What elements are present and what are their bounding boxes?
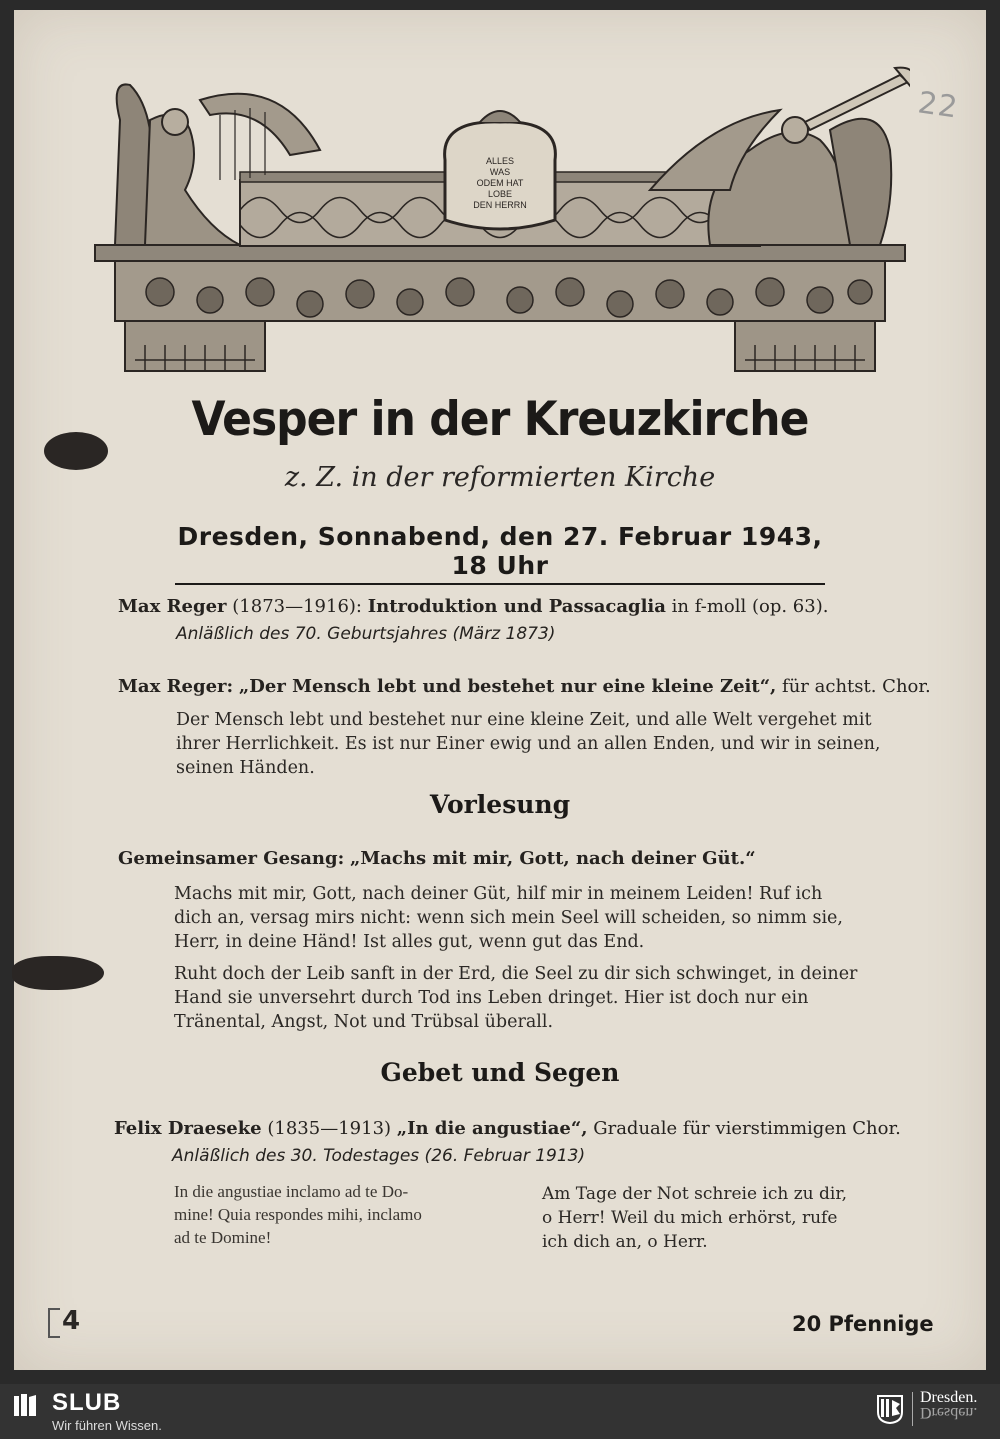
text-line: mine! Quia respondes mihi, inclamo xyxy=(174,1205,422,1224)
program-item-reger-passacaglia xyxy=(118,596,828,617)
page-number-bracket xyxy=(48,1308,60,1338)
cartouche-line: WAS xyxy=(489,167,511,177)
text-line: ad te Domine! xyxy=(174,1228,272,1247)
composer-name: Max Reger xyxy=(118,596,227,617)
chorus-text xyxy=(176,708,882,780)
work-title: „In die angustiae“, xyxy=(396,1118,588,1139)
page-subtitle: z. Z. in der reformierten Kirche xyxy=(284,462,716,493)
work-title: Introduktion und Passacaglia xyxy=(367,596,666,617)
city-name-reflection: Dresden. xyxy=(920,1404,978,1421)
hymn-verse-2 xyxy=(174,962,880,1034)
cartouche-inscription xyxy=(460,156,540,211)
program-item-draeseke xyxy=(114,1118,901,1139)
text-line: In die angustiae inclamo ad te Do- xyxy=(174,1182,409,1201)
text-line: Machs mit mir, Gott, nach deiner Güt, hilf mir in meinem Leiden! Ruf ich xyxy=(174,884,823,904)
page-number xyxy=(52,1306,80,1336)
cartouche-line: LOBE xyxy=(487,189,512,199)
latin-text xyxy=(174,1180,514,1249)
hymn-verse-1 xyxy=(174,882,880,954)
composer-name: Max Reger: xyxy=(118,676,234,697)
work-detail: für achtst. Chor. xyxy=(776,676,931,697)
slub-book-icon xyxy=(12,1392,38,1418)
text-line: Der Mensch lebt und bestehet nur eine kleine Zeit, und alle Welt vergehet mit xyxy=(176,710,872,730)
page-title: Vesper in der Kreuzkirche xyxy=(191,391,809,448)
text-line: Tränental, Angst, Not und Trübsal überall. xyxy=(174,1012,554,1032)
organ-loft-engraving xyxy=(90,60,910,395)
work-detail: Graduale für vierstimmigen Chor. xyxy=(587,1118,901,1139)
city-name: Dresden. xyxy=(920,1389,978,1406)
cartouche-line: DEN HERRN xyxy=(473,200,527,210)
composer-years: (1835—1913) xyxy=(267,1118,392,1139)
text-line: Am Tage der Not schreie ich zu dir, xyxy=(542,1184,848,1204)
section-heading-vorlesung: Vorlesung xyxy=(429,790,571,819)
text-line: ihrer Herrlichkeit. Es ist nur Einer ewig und an allen Enden, und wir in seinen, xyxy=(176,734,881,754)
text-line: Hand sie unversehrt durch Tod ins Leben dringet. Hier ist doch nur ein xyxy=(174,988,809,1008)
work-title: „Der Mensch lebt und bestehet nur eine kleine Zeit“, xyxy=(238,676,777,697)
cartouche-line: ALLES xyxy=(485,156,515,166)
text-line: ich dich an, o Herr. xyxy=(542,1232,708,1252)
program-item-reger-chorus xyxy=(118,676,931,697)
cartouche-line: ODEM HAT xyxy=(476,178,524,188)
city-logo-text xyxy=(920,1390,977,1420)
footer-separator xyxy=(912,1392,913,1426)
dateline: Dresden, Sonnabend, den 27. Februar 1943, 18 Uhr xyxy=(175,522,825,585)
text-line: o Herr! Weil du mich erhörst, rufe xyxy=(542,1208,838,1228)
page-number-value: 4 xyxy=(62,1306,81,1336)
section-heading-gebet: Gebet und Segen xyxy=(380,1058,620,1087)
german-translation xyxy=(542,1182,882,1254)
handwritten-number: 22 xyxy=(915,85,961,126)
composer-years: (1873—1916): xyxy=(232,596,362,617)
program-item-hymn xyxy=(118,848,756,869)
work-detail: in f-moll (op. 63). xyxy=(665,596,829,617)
library-name: SLUB xyxy=(52,1389,122,1416)
anniversary-note: Anläßlich des 70. Geburtsjahres (März 1873) xyxy=(176,624,556,644)
hymn-label: Gemeinsamer Gesang: xyxy=(118,848,345,869)
anniversary-note: Anläßlich des 30. Todestages (26. Februar 1913) xyxy=(172,1146,586,1166)
text-line: Ruht doch der Leib sanft in der Erd, die Seel zu dir sich schwinget, in deiner xyxy=(174,964,858,984)
text-line: seinen Händen. xyxy=(176,758,315,778)
composer-name: Felix Draeseke xyxy=(114,1118,262,1139)
price: 20 Pfennige xyxy=(792,1312,934,1336)
dresden-coat-of-arms-icon xyxy=(876,1394,904,1424)
library-footer xyxy=(0,1384,1000,1439)
text-line: Herr, in deine Händ! Ist alles gut, wenn gut das End. xyxy=(174,932,645,952)
library-tagline: Wir führen Wissen. xyxy=(52,1418,162,1433)
punch-hole-bottom xyxy=(12,956,104,990)
hymn-title: „Machs mit mir, Gott, nach deiner Güt.“ xyxy=(349,848,756,869)
text-line: dich an, versag mirs nicht: wenn sich mein Seel will scheiden, so nimm sie, xyxy=(174,908,843,928)
